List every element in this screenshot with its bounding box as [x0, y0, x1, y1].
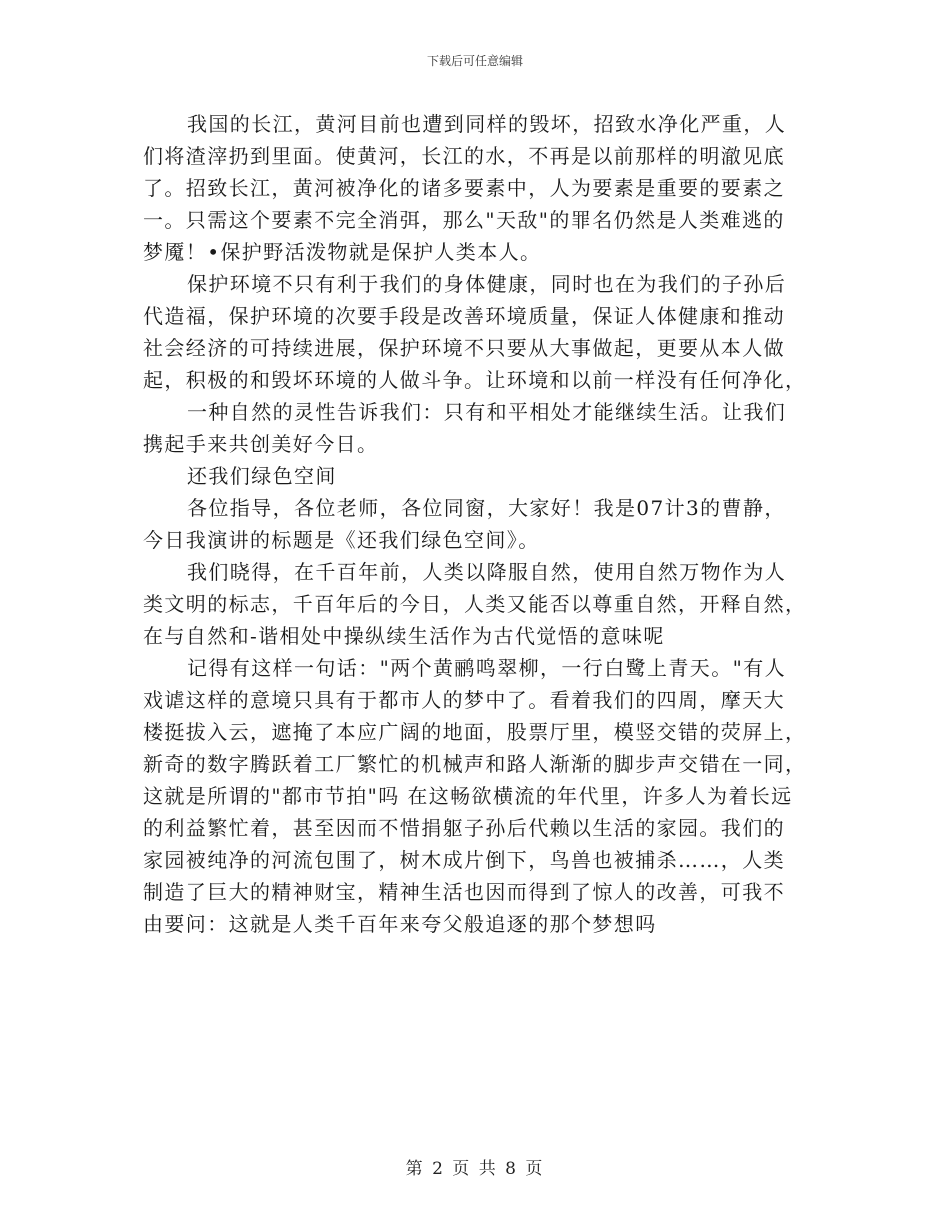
text-line: 记得有这样一句话："两个黄鹂鸣翠柳，一行白鹭上青天。"有人 — [187, 656, 786, 680]
page-footer — [0, 1154, 950, 1179]
text-line: 各位指导，各位老师，各位同窗，大家好！我是07计3的曹静， — [187, 496, 786, 520]
document-body — [143, 108, 808, 940]
page-number: 第 2 页 共 8 页 — [405, 1159, 545, 1179]
text-line: 我们晓得，在千百年前，人类以降服自然，使用自然万物作为人 — [187, 560, 787, 584]
text-line: 楼挺拔入云，遮掩了本应广阔的地面，股票厅里，模竖交错的荧屏上， — [143, 720, 807, 744]
text-line: 了。招致长江，黄河被净化的诸多要素中，人为要素是重要的要素之 — [143, 176, 785, 200]
text-line: 还我们绿色空间 — [187, 464, 337, 488]
text-line: 一。只需这个要素不完全消弭，那么"天敌"的罪名仍然是人类难逃的 — [143, 208, 785, 232]
text-line: 类文明的标志，千百年后的今日，人类又能否以尊重自然，开释自然， — [143, 592, 807, 616]
text-line: 携起手来共创美好今日。 — [143, 432, 379, 456]
text-line: 由要问：这就是人类千百年来夸父般追逐的那个梦想吗 — [143, 912, 657, 936]
text-line: 的利益繁忙着，甚至因而不惜捐躯子孙后代赖以生活的家园。我们的 — [143, 816, 785, 840]
header-note: 下载后可任意编辑 — [426, 54, 523, 68]
text-line: 们将渣滓扔到里面。使黄河，长江的水，不再是以前那样的明澈见底 — [143, 144, 785, 168]
text-line: 我国的长江，黄河目前也遭到同样的毁坏，招致水净化严重，人 — [187, 112, 787, 136]
text-line: 在与自然和-谐相处中操纵续生活作为古代觉悟的意味呢 — [143, 624, 665, 648]
text-line: 保护环境不只有利于我们的身体健康，同时也在为我们的子孙后 — [187, 272, 787, 296]
text-line: 制造了巨大的精神财宝，精神生活也因而得到了惊人的改善，可我不 — [143, 880, 785, 904]
text-line: 今日我演讲的标题是《还我们绿色空间》。 — [143, 528, 540, 552]
text-line: 新奇的数字腾跃着工厂繁忙的机械声和路人渐渐的脚步声交错在一同， — [143, 752, 807, 776]
text-line: 社会经济的可持续进展，保护环境不只要从大事做起，更要从本人做 — [143, 336, 785, 360]
text-line: 起，积极的和毁坏环境的人做斗争。让环境和以前一样没有任何净化， — [143, 368, 807, 392]
text-line: 这就是所谓的"都市节拍"吗 在这畅欲横流的年代里，许多人为着长远 — [143, 784, 793, 808]
text-line: 戏谑这样的意境只具有于都市人的梦中了。看着我们的四周，摩天大 — [143, 688, 785, 712]
page-header — [0, 52, 950, 69]
text-line: 代造福，保护环境的次要手段是改善环境质量，保证人体健康和推动 — [143, 304, 785, 328]
text-line: 梦魇！•保护野活泼物就是保护人类本人。 — [143, 240, 542, 264]
text-line: 家园被纯净的河流包围了，树木成片倒下，鸟兽也被捕杀……，人类 — [143, 848, 785, 872]
text-line: 一种自然的灵性告诉我们：只有和平相处才能继续生活。让我们 — [187, 400, 787, 424]
